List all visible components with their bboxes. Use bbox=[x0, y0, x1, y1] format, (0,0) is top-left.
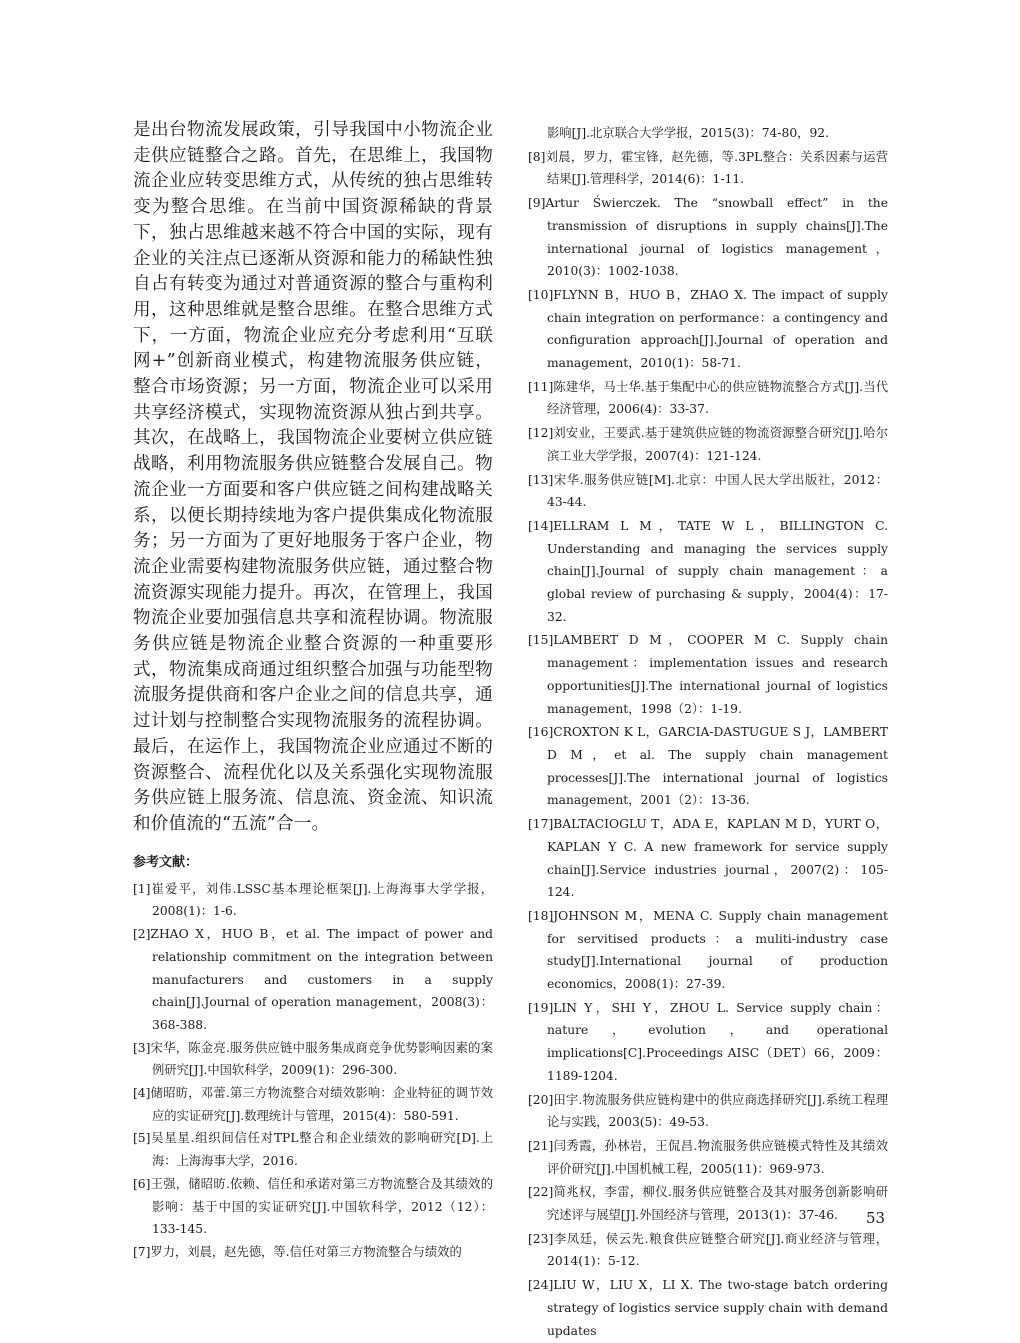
left-column bbox=[133, 118, 493, 1264]
reference-item: [2]ZHAO X，HUO B，et al. The impact of power and relationship commitment on the integration between manufacturers and customers in a supply chain[J].Journal of operation management，2008(3)：368-388. bbox=[133, 927, 493, 1032]
reference-item: [13]宋华.服务供应链[M].北京：中国人民大学出版社，2012：43-44. bbox=[528, 472, 888, 510]
reference-item: [9]Artur Świerczek. The “snowball effect” in the transmission of disruptions in supply chains[J].The international journal of logistics management，2010(3)：1002-1038. bbox=[528, 196, 888, 279]
right-column bbox=[528, 122, 888, 1343]
reference-item: [23]李凤廷，侯云先.粮食供应链整合研究[J].商业经济与管理，2014(1)：5-12. bbox=[528, 1231, 888, 1269]
page-number: 53 bbox=[866, 1209, 886, 1227]
reference-continuation: 影响[J].北京联合大学学报，2015(3)：74-80，92. bbox=[547, 126, 830, 140]
reference-item: [24]LIU W，LIU X，LI X. The two-stage batch ordering strategy of logistics service supply chain with demand updates bbox=[528, 1278, 888, 1338]
references-list-left bbox=[133, 878, 493, 1264]
reference-item: [11]陈建华，马士华.基于集配中心的供应链物流整合方式[J].当代经济管理，2006(4)：33-37. bbox=[528, 379, 888, 417]
reference-item: [5]吴星星.组织间信任对TPL整合和企业绩效的影响研究[D].上海：上海海事大学，2016. bbox=[133, 1131, 493, 1169]
reference-item: [1]崔爱平，刘伟.LSSC基本理论框架[J].上海海事大学学报，2008(1)：1-6. bbox=[133, 881, 493, 919]
reference-item: [15]LAMBERT D M，COOPER M C. Supply chain management：implementation issues and research opportunities[J].The international journal of logistics management，1998（2）：1-19. bbox=[528, 633, 888, 716]
reference-item: [16]CROXTON K L，GARCIA-DASTUGUE S J，LAMBERT D M，et al. The supply chain management processes[J].The international journal of logistics management，2001（2）：13-36. bbox=[528, 725, 888, 808]
reference-item: [17]BALTACIOGLU T，ADA E，KAPLAN M D，YURT O，KAPLAN Y C. A new framework for service supply chain[J].Service industries journal，2007(2)：105-124. bbox=[528, 817, 888, 900]
reference-item: [18]JOHNSON M，MENA C. Supply chain management for servitised products：a muliti-industry case study[J].International journal of production economics，2008(1)：27-39. bbox=[528, 908, 888, 992]
reference-item: [14]ELLRAM L M，TATE W L，BILLINGTON C. Understanding and managing the services supply chain[J].Journal of supply chain management：a global review of purchasing & supply，2004(4)：17-32. bbox=[528, 518, 888, 624]
reference-item: [21]闫秀霞，孙林岩，王侃昌.物流服务供应链模式特性及其绩效评价研究[J].中国机械工程，2005(11)：969-973. bbox=[528, 1138, 888, 1176]
body-paragraph: 是出台物流发展政策，引导我国中小物流企业走供应链整合之路。首先，在思维上，我国物流企业应转变思维方式，从传统的独占思维转变为整合思维。在当前中国资源稀缺的背景下，独占思维越来越不符合中国的实际，现有企业的关注点已逐渐从资源和能力的稀缺性独自占有转变为通过对普通资源的整合与重构利用，这种思维就是整合思维。在整合思维方式下，一方面，物流企业应充分考虑利用“互联网+”创新商业模式，构建物流服务供应链，整合市场资源；另一方面，物流企业可以采用共享经济模式，实现物流资源从独占到共享。其次，在战略上，我国物流企业要树立供应链战略，利用物流服务供应链整合发展自己。物流企业一方面要和客户供应链之间构建战略关系，以便长期持续地为客户提供集成化物流服务；另一方面为了更好地服务于客户企业，物流企业需要构建物流服务供应链，通过整合物流资源实现能力提升。再次，在管理上，我国物流企业要加强信息共享和流程协调。物流服务供应链是物流企业整合资源的一种重要形式，物流集成商通过组织整合加强与功能型物流服务提供商和客户企业之间的信息共享，通过计划与控制整合实现物流服务的流程协调。最后，在运作上，我国物流企业应通过不断的资源整合、流程优化以及关系强化实现物流服务供应链上服务流、信息流、资金流、知识流和价值流的“五流”合一。 bbox=[133, 120, 493, 834]
reference-item: [8]刘晨，罗力，霍宝锋，赵先德，等.3PL整合：关系因素与运营结果[J].管理科学，2014(6)：1-11. bbox=[528, 149, 888, 187]
reference-item: [10]FLYNN B，HUO B，ZHAO X. The impact of supply chain integration on performance：a contingency and configuration approach[J].Journal of operation and management，2010(1)：58-71. bbox=[528, 287, 888, 371]
reference-item: [19]LIN Y，SHI Y，ZHOU L. Service supply chain：nature，evolution，and operational implications[C].Proceedings AISC（DET）66，2009：1189-1204. bbox=[528, 1000, 888, 1083]
reference-item: [20]田宇.物流服务供应链构建中的供应商选择研究[J].系统工程理论与实践，2003(5)：49-53. bbox=[528, 1092, 888, 1130]
reference-item: [3]宋华，陈金亮.服务供应链中服务集成商竞争优势影响因素的案例研究[J].中国软科学，2009(1)：296-300. bbox=[133, 1040, 493, 1078]
reference-item: [4]储昭昉，邓蕾.第三方物流整合对绩效影响：企业特征的调节效应的实证研究[J].数理统计与管理，2015(4)：580-591. bbox=[133, 1086, 493, 1123]
references-heading: 参考文献： bbox=[133, 854, 199, 870]
reference-item: [12]刘安业，王要武.基于建筑供应链的物流资源整合研究[J].哈尔滨工业大学学报，2007(4)：121-124. bbox=[528, 426, 888, 463]
reference-item: [6]王强，储昭昉.依赖、信任和承诺对第三方物流整合及其绩效的影响：基于中国的实证研究[J].中国软科学，2012（12）：133-145. bbox=[133, 1176, 493, 1237]
reference-item: [7]罗力，刘晨，赵先德，等.信任对第三方物流整合与绩效的 bbox=[133, 1244, 462, 1259]
reference-item: [22]简兆权，李雷，柳仪.服务供应链整合及其对服务创新影响研究述评与展望[J].外国经济与管理，2013(1)：37-46. bbox=[528, 1185, 888, 1223]
